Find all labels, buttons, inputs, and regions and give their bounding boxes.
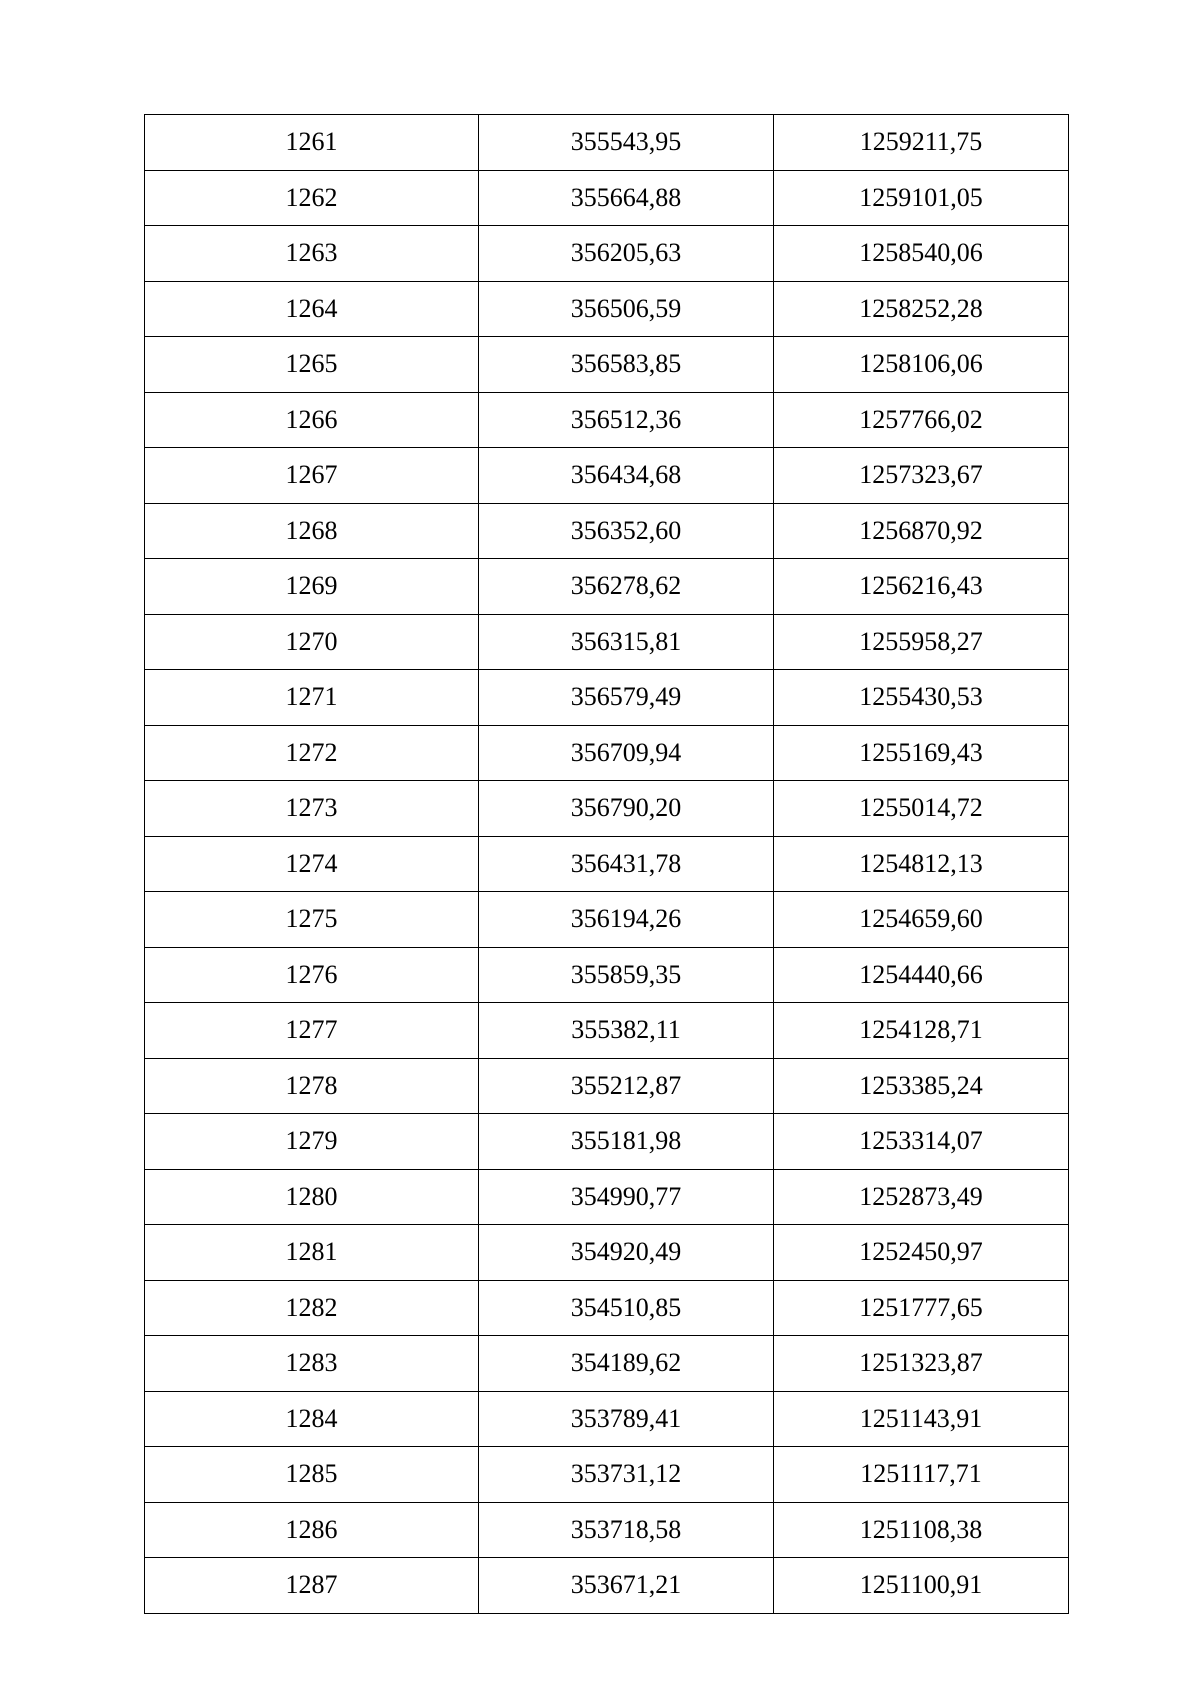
table-row	[145, 503, 1069, 559]
table-row	[145, 1447, 1069, 1503]
y-coordinate-cell: 1252450,97	[774, 1225, 1069, 1281]
x-coordinate-cell: 356506,59	[479, 281, 774, 337]
y-coordinate-cell: 1253385,24	[774, 1058, 1069, 1114]
coordinates-table	[144, 114, 1069, 1614]
table-row	[145, 670, 1069, 726]
y-coordinate-cell: 1254812,13	[774, 836, 1069, 892]
table-row	[145, 1114, 1069, 1170]
point-number-cell: 1278	[145, 1058, 479, 1114]
y-coordinate-cell: 1251117,71	[774, 1447, 1069, 1503]
table-row	[145, 725, 1069, 781]
table-row	[145, 1003, 1069, 1059]
x-coordinate-cell: 355859,35	[479, 947, 774, 1003]
x-coordinate-cell: 356790,20	[479, 781, 774, 837]
table-row	[145, 1558, 1069, 1614]
point-number-cell: 1282	[145, 1280, 479, 1336]
x-coordinate-cell: 356278,62	[479, 559, 774, 615]
table-row	[145, 892, 1069, 948]
y-coordinate-cell: 1258252,28	[774, 281, 1069, 337]
point-number-cell: 1271	[145, 670, 479, 726]
x-coordinate-cell: 356315,81	[479, 614, 774, 670]
point-number-cell: 1262	[145, 170, 479, 226]
y-coordinate-cell: 1251108,38	[774, 1502, 1069, 1558]
y-coordinate-cell: 1255958,27	[774, 614, 1069, 670]
table-row	[145, 1169, 1069, 1225]
x-coordinate-cell: 353731,12	[479, 1447, 774, 1503]
y-coordinate-cell: 1252873,49	[774, 1169, 1069, 1225]
point-number-cell: 1285	[145, 1447, 479, 1503]
table-row	[145, 836, 1069, 892]
x-coordinate-cell: 356431,78	[479, 836, 774, 892]
table-row	[145, 947, 1069, 1003]
point-number-cell: 1287	[145, 1558, 479, 1614]
x-coordinate-cell: 356205,63	[479, 226, 774, 282]
table-row	[145, 170, 1069, 226]
table-row	[145, 1391, 1069, 1447]
x-coordinate-cell: 353671,21	[479, 1558, 774, 1614]
table-row	[145, 614, 1069, 670]
point-number-cell: 1286	[145, 1502, 479, 1558]
point-number-cell: 1283	[145, 1336, 479, 1392]
x-coordinate-cell: 356579,49	[479, 670, 774, 726]
x-coordinate-cell: 355382,11	[479, 1003, 774, 1059]
x-coordinate-cell: 356194,26	[479, 892, 774, 948]
table-row	[145, 1502, 1069, 1558]
point-number-cell: 1284	[145, 1391, 479, 1447]
y-coordinate-cell: 1257323,67	[774, 448, 1069, 504]
x-coordinate-cell: 356512,36	[479, 392, 774, 448]
x-coordinate-cell: 353789,41	[479, 1391, 774, 1447]
point-number-cell: 1279	[145, 1114, 479, 1170]
point-number-cell: 1272	[145, 725, 479, 781]
point-number-cell: 1269	[145, 559, 479, 615]
y-coordinate-cell: 1253314,07	[774, 1114, 1069, 1170]
table-row	[145, 226, 1069, 282]
point-number-cell: 1280	[145, 1169, 479, 1225]
point-number-cell: 1265	[145, 337, 479, 393]
point-number-cell: 1281	[145, 1225, 479, 1281]
table-row	[145, 1280, 1069, 1336]
table-row	[145, 281, 1069, 337]
table-row	[145, 1336, 1069, 1392]
point-number-cell: 1268	[145, 503, 479, 559]
y-coordinate-cell: 1254659,60	[774, 892, 1069, 948]
y-coordinate-cell: 1255169,43	[774, 725, 1069, 781]
point-number-cell: 1273	[145, 781, 479, 837]
y-coordinate-cell: 1251143,91	[774, 1391, 1069, 1447]
table-row	[145, 392, 1069, 448]
y-coordinate-cell: 1251777,65	[774, 1280, 1069, 1336]
y-coordinate-cell: 1251323,87	[774, 1336, 1069, 1392]
point-number-cell: 1277	[145, 1003, 479, 1059]
point-number-cell: 1266	[145, 392, 479, 448]
y-coordinate-cell: 1257766,02	[774, 392, 1069, 448]
x-coordinate-cell: 354510,85	[479, 1280, 774, 1336]
x-coordinate-cell: 355181,98	[479, 1114, 774, 1170]
point-number-cell: 1274	[145, 836, 479, 892]
x-coordinate-cell: 355212,87	[479, 1058, 774, 1114]
table-row	[145, 1225, 1069, 1281]
x-coordinate-cell: 353718,58	[479, 1502, 774, 1558]
table-row	[145, 1058, 1069, 1114]
point-number-cell: 1270	[145, 614, 479, 670]
x-coordinate-cell: 355664,88	[479, 170, 774, 226]
point-number-cell: 1275	[145, 892, 479, 948]
y-coordinate-cell: 1256870,92	[774, 503, 1069, 559]
table-row	[145, 337, 1069, 393]
x-coordinate-cell: 354920,49	[479, 1225, 774, 1281]
y-coordinate-cell: 1254128,71	[774, 1003, 1069, 1059]
y-coordinate-cell: 1255430,53	[774, 670, 1069, 726]
y-coordinate-cell: 1256216,43	[774, 559, 1069, 615]
point-number-cell: 1263	[145, 226, 479, 282]
point-number-cell: 1264	[145, 281, 479, 337]
table-row	[145, 781, 1069, 837]
x-coordinate-cell: 354189,62	[479, 1336, 774, 1392]
y-coordinate-cell: 1251100,91	[774, 1558, 1069, 1614]
point-number-cell: 1276	[145, 947, 479, 1003]
y-coordinate-cell: 1254440,66	[774, 947, 1069, 1003]
x-coordinate-cell: 356709,94	[479, 725, 774, 781]
x-coordinate-cell: 356352,60	[479, 503, 774, 559]
table-row	[145, 559, 1069, 615]
point-number-cell: 1267	[145, 448, 479, 504]
y-coordinate-cell: 1258540,06	[774, 226, 1069, 282]
point-number-cell: 1261	[145, 115, 479, 171]
x-coordinate-cell: 354990,77	[479, 1169, 774, 1225]
x-coordinate-cell: 356434,68	[479, 448, 774, 504]
table-row	[145, 448, 1069, 504]
x-coordinate-cell: 356583,85	[479, 337, 774, 393]
y-coordinate-cell: 1259101,05	[774, 170, 1069, 226]
y-coordinate-cell: 1259211,75	[774, 115, 1069, 171]
y-coordinate-cell: 1255014,72	[774, 781, 1069, 837]
table-row	[145, 115, 1069, 171]
coordinates-table-body	[145, 115, 1069, 1614]
x-coordinate-cell: 355543,95	[479, 115, 774, 171]
y-coordinate-cell: 1258106,06	[774, 337, 1069, 393]
